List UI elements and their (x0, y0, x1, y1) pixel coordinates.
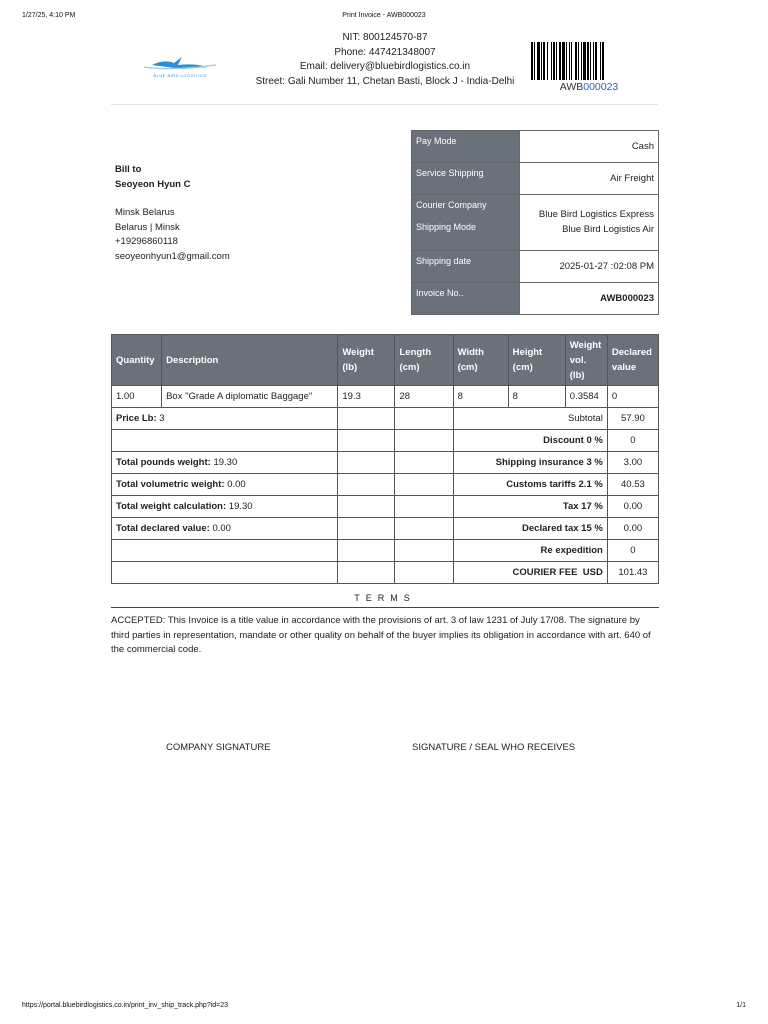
date-value: 2025-01-27 :02:08 PM (520, 251, 659, 283)
reexpedition-label: Re expedition (540, 545, 603, 556)
discount-value: 0 (607, 430, 658, 452)
invoice-row (412, 283, 659, 315)
summary-row-declared-tax (112, 518, 659, 540)
col-weight: Weight (lb) (338, 335, 395, 386)
header-divider (111, 104, 658, 105)
pay-mode-value: Cash (520, 131, 659, 163)
pay-mode-row (412, 131, 659, 163)
col-declared: Declared value (607, 335, 658, 386)
company-street: Street: Gali Number 11, Chetan Basti, Block J - India-Delhi (255, 75, 515, 87)
items-header-row (112, 335, 659, 386)
summary-row-reexpedition (112, 540, 659, 562)
courier-label: Courier Company (416, 200, 487, 210)
summary-row-insurance (112, 452, 659, 474)
customs-label: Customs tariffs 2.1 % (506, 479, 603, 490)
bill-to-heading: Bill to (115, 164, 142, 175)
date-label: Shipping date (412, 251, 520, 283)
price-lb-label: Price Lb: (116, 413, 157, 424)
reexpedition-value: 0 (607, 540, 658, 562)
courier-fee-value: 101.43 (607, 562, 658, 584)
bill-to-email: seoyeonhyun1@gmail.com (115, 250, 230, 262)
shipping-mode-label: Shipping Mode (416, 222, 477, 232)
discount-label: Discount 0 % (543, 435, 603, 446)
summary-row-customs (112, 474, 659, 496)
barcode-prefix: AWB (559, 81, 584, 93)
bill-to-name: Seoyeon Hyun C (115, 178, 191, 190)
service-row (412, 163, 659, 195)
barcode-number: 000023 (583, 81, 619, 93)
summary-row-discount (112, 430, 659, 452)
table-row (112, 386, 659, 408)
total-pounds-label: Total pounds weight: (116, 457, 211, 468)
logo-text: BLUE BIRD LOGISTICS (153, 73, 207, 78)
terms-divider (111, 607, 659, 608)
price-lb-value: 3 (159, 413, 165, 424)
item-weight-vol: 0.3584 (565, 386, 607, 408)
bill-to-line1: Minsk Belarus (115, 207, 175, 218)
courier-fee-currency: USD (582, 567, 603, 578)
customs-value: 40.53 (607, 474, 658, 496)
shipment-info-table (411, 130, 659, 315)
col-quantity: Quantity (112, 335, 162, 386)
total-vol-label: Total volumetric weight: (116, 479, 225, 490)
print-url: https://portal.bluebirdlogistics.co.in/print_inv_ship_track.php?id=23 (22, 1002, 229, 1009)
declared-tax-label: Declared tax 15 % (522, 523, 603, 534)
tax-label: Tax 17 % (562, 501, 603, 512)
terms-text: ACCEPTED: This Invoice is a title value in accordance with the provisions of art. 3 of law 1231 of July 17/08. The signature by third parties in representation, mandate or other quality on behalf of the buyer implies its obligation in accordance with art. 640 of the commercial code. (111, 615, 651, 655)
col-description: Description (162, 335, 338, 386)
summary-row-courier-fee (112, 562, 659, 584)
total-calc-label: Total weight calculation: (116, 501, 227, 512)
company-signature-label: COMPANY SIGNATURE (166, 742, 271, 753)
total-declared-value: 0.00 (212, 523, 231, 534)
invoice-value: AWB000023 (600, 293, 654, 304)
total-vol-value: 0.00 (227, 479, 246, 490)
item-height: 8 (508, 386, 565, 408)
service-label: Service Shipping (412, 163, 520, 195)
item-weight: 19.3 (338, 386, 395, 408)
service-value: Air Freight (520, 163, 659, 195)
bill-to-block (115, 163, 230, 264)
item-width: 8 (453, 386, 508, 408)
awb-barcode (531, 42, 647, 93)
courier-value: Blue Bird Logistics Express (538, 209, 654, 220)
barcode-bars (531, 42, 647, 80)
insurance-value: 3.00 (607, 452, 658, 474)
barcode-label (531, 81, 647, 93)
courier-fee-label: COURIER FEE (512, 567, 578, 578)
total-pounds-value: 19.30 (213, 457, 238, 468)
shipping-mode-value: Blue Bird Logistics Air (562, 223, 654, 235)
subtotal-value: 57.90 (607, 408, 658, 430)
insurance-label: Shipping insurance 3 % (495, 457, 603, 468)
summary-row-subtotal (112, 408, 659, 430)
col-length: Length (cm) (395, 335, 453, 386)
item-declared: 0 (607, 386, 658, 408)
company-nit: NIT: 800124570-87 (342, 32, 428, 43)
total-calc-value: 19.30 (228, 501, 253, 512)
subtotal-label: Subtotal (453, 408, 607, 430)
company-logo (138, 55, 222, 83)
invoice-label: Invoice No.. (412, 283, 520, 315)
company-email: Email: delivery@bluebirdlogistics.co.in (299, 61, 471, 72)
total-declared-label: Total declared value: (116, 523, 210, 534)
bill-to-line2: Belarus | Minsk (115, 221, 180, 233)
col-weight-vol: Weight vol. (lb) (565, 335, 607, 386)
barcode-gap (604, 42, 605, 80)
items-table (111, 334, 659, 584)
print-datetime: 1/27/25, 4:10 PM (22, 12, 76, 19)
item-quantity: 1.00 (112, 386, 162, 408)
summary-row-tax (112, 496, 659, 518)
bird-logo-icon (138, 55, 222, 83)
print-title: Print Invoice - AWB000023 (342, 12, 426, 19)
pay-mode-label: Pay Mode (412, 131, 520, 163)
terms-title: TERMS (354, 593, 416, 603)
date-row (412, 251, 659, 283)
col-width: Width (cm) (453, 335, 508, 386)
company-contact (240, 31, 530, 89)
courier-row (412, 195, 659, 251)
print-page-number: 1/1 (736, 1002, 746, 1009)
item-description: Box "Grade A diplomatic Baggage" (162, 386, 338, 408)
col-height: Height (cm) (508, 335, 565, 386)
tax-value: 0.00 (607, 496, 658, 518)
bill-to-phone: +19296860118 (115, 236, 178, 247)
item-length: 28 (395, 386, 453, 408)
declared-tax-value: 0.00 (607, 518, 658, 540)
company-phone: Phone: 447421348007 (334, 46, 436, 58)
receiver-signature-label: SIGNATURE / SEAL WHO RECEIVES (412, 742, 576, 753)
